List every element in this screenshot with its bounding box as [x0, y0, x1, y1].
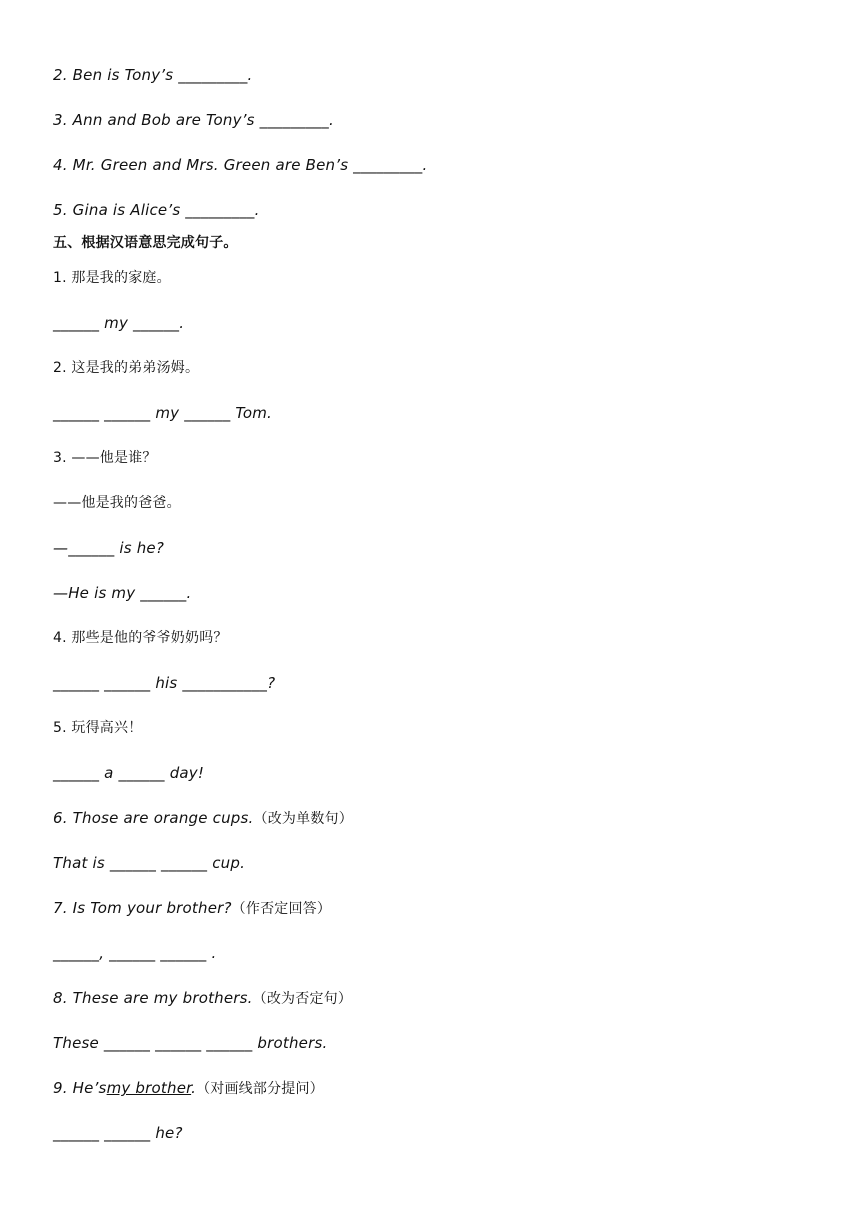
q8-prompt — [53, 988, 352, 1009]
q9-instruction: （对画线部分提问） — [196, 1081, 324, 1097]
q4-prompt: 4. 那些是他的爷爷奶奶吗？ — [53, 630, 228, 646]
q1-prompt: 1. 那是我的家庭。 — [53, 270, 171, 286]
part4-item-2: 2. Ben is Tony’s _________. — [53, 66, 253, 84]
q7-instruction: （作否定回答） — [231, 901, 332, 917]
q9-prompt — [53, 1078, 324, 1099]
q3-prompt-reply: ——他是我的爸爸。 — [53, 495, 181, 511]
q9-underlined-phrase: my brother — [106, 1079, 192, 1097]
q9-prompt-post: . — [191, 1079, 197, 1097]
q3-prompt: 3. ——他是谁？ — [53, 450, 157, 466]
part4-item-4: 4. Mr. Green and Mrs. Green are Ben’s _________. — [53, 156, 428, 174]
q5-prompt: 5. 玩得高兴！ — [53, 720, 143, 736]
q7-answer: ______, ______ ______ . — [53, 944, 217, 962]
q9-prompt-pre: 9. He’s — [53, 1079, 107, 1097]
part4-item-5: 5. Gina is Alice’s _________. — [53, 201, 260, 219]
q8-prompt-en: 8. These are my brothers. — [53, 989, 253, 1007]
q8-answer: These ______ ______ ______ brothers. — [53, 1034, 328, 1052]
q6-prompt — [53, 808, 353, 829]
part4-item-3: 3. Ann and Bob are Tony’s _________. — [53, 111, 334, 129]
q6-prompt-en: 6. Those are orange cups. — [53, 809, 254, 827]
q3-answer-2: —He is my ______. — [53, 584, 192, 602]
q7-prompt-en: 7. Is Tom your brother? — [53, 899, 232, 917]
q8-instruction: （改为否定句） — [252, 991, 353, 1007]
section-heading: 五、根据汉语意思完成句子。 — [53, 235, 238, 251]
q6-instruction: （改为单数句） — [253, 811, 353, 827]
q2-prompt: 2. 这是我的弟弟汤姆。 — [53, 360, 200, 376]
q2-answer: ______ ______ my ______ Tom. — [53, 404, 273, 422]
q7-prompt — [53, 898, 331, 919]
q5-answer: ______ a ______ day! — [53, 764, 205, 782]
q6-answer: That is ______ ______ cup. — [53, 854, 246, 872]
q9-answer: ______ ______ he? — [53, 1124, 183, 1142]
q4-answer: ______ ______ his ___________? — [53, 674, 276, 692]
q1-answer: ______ my ______. — [53, 314, 185, 332]
q3-answer-1: —______ is he? — [53, 539, 165, 557]
